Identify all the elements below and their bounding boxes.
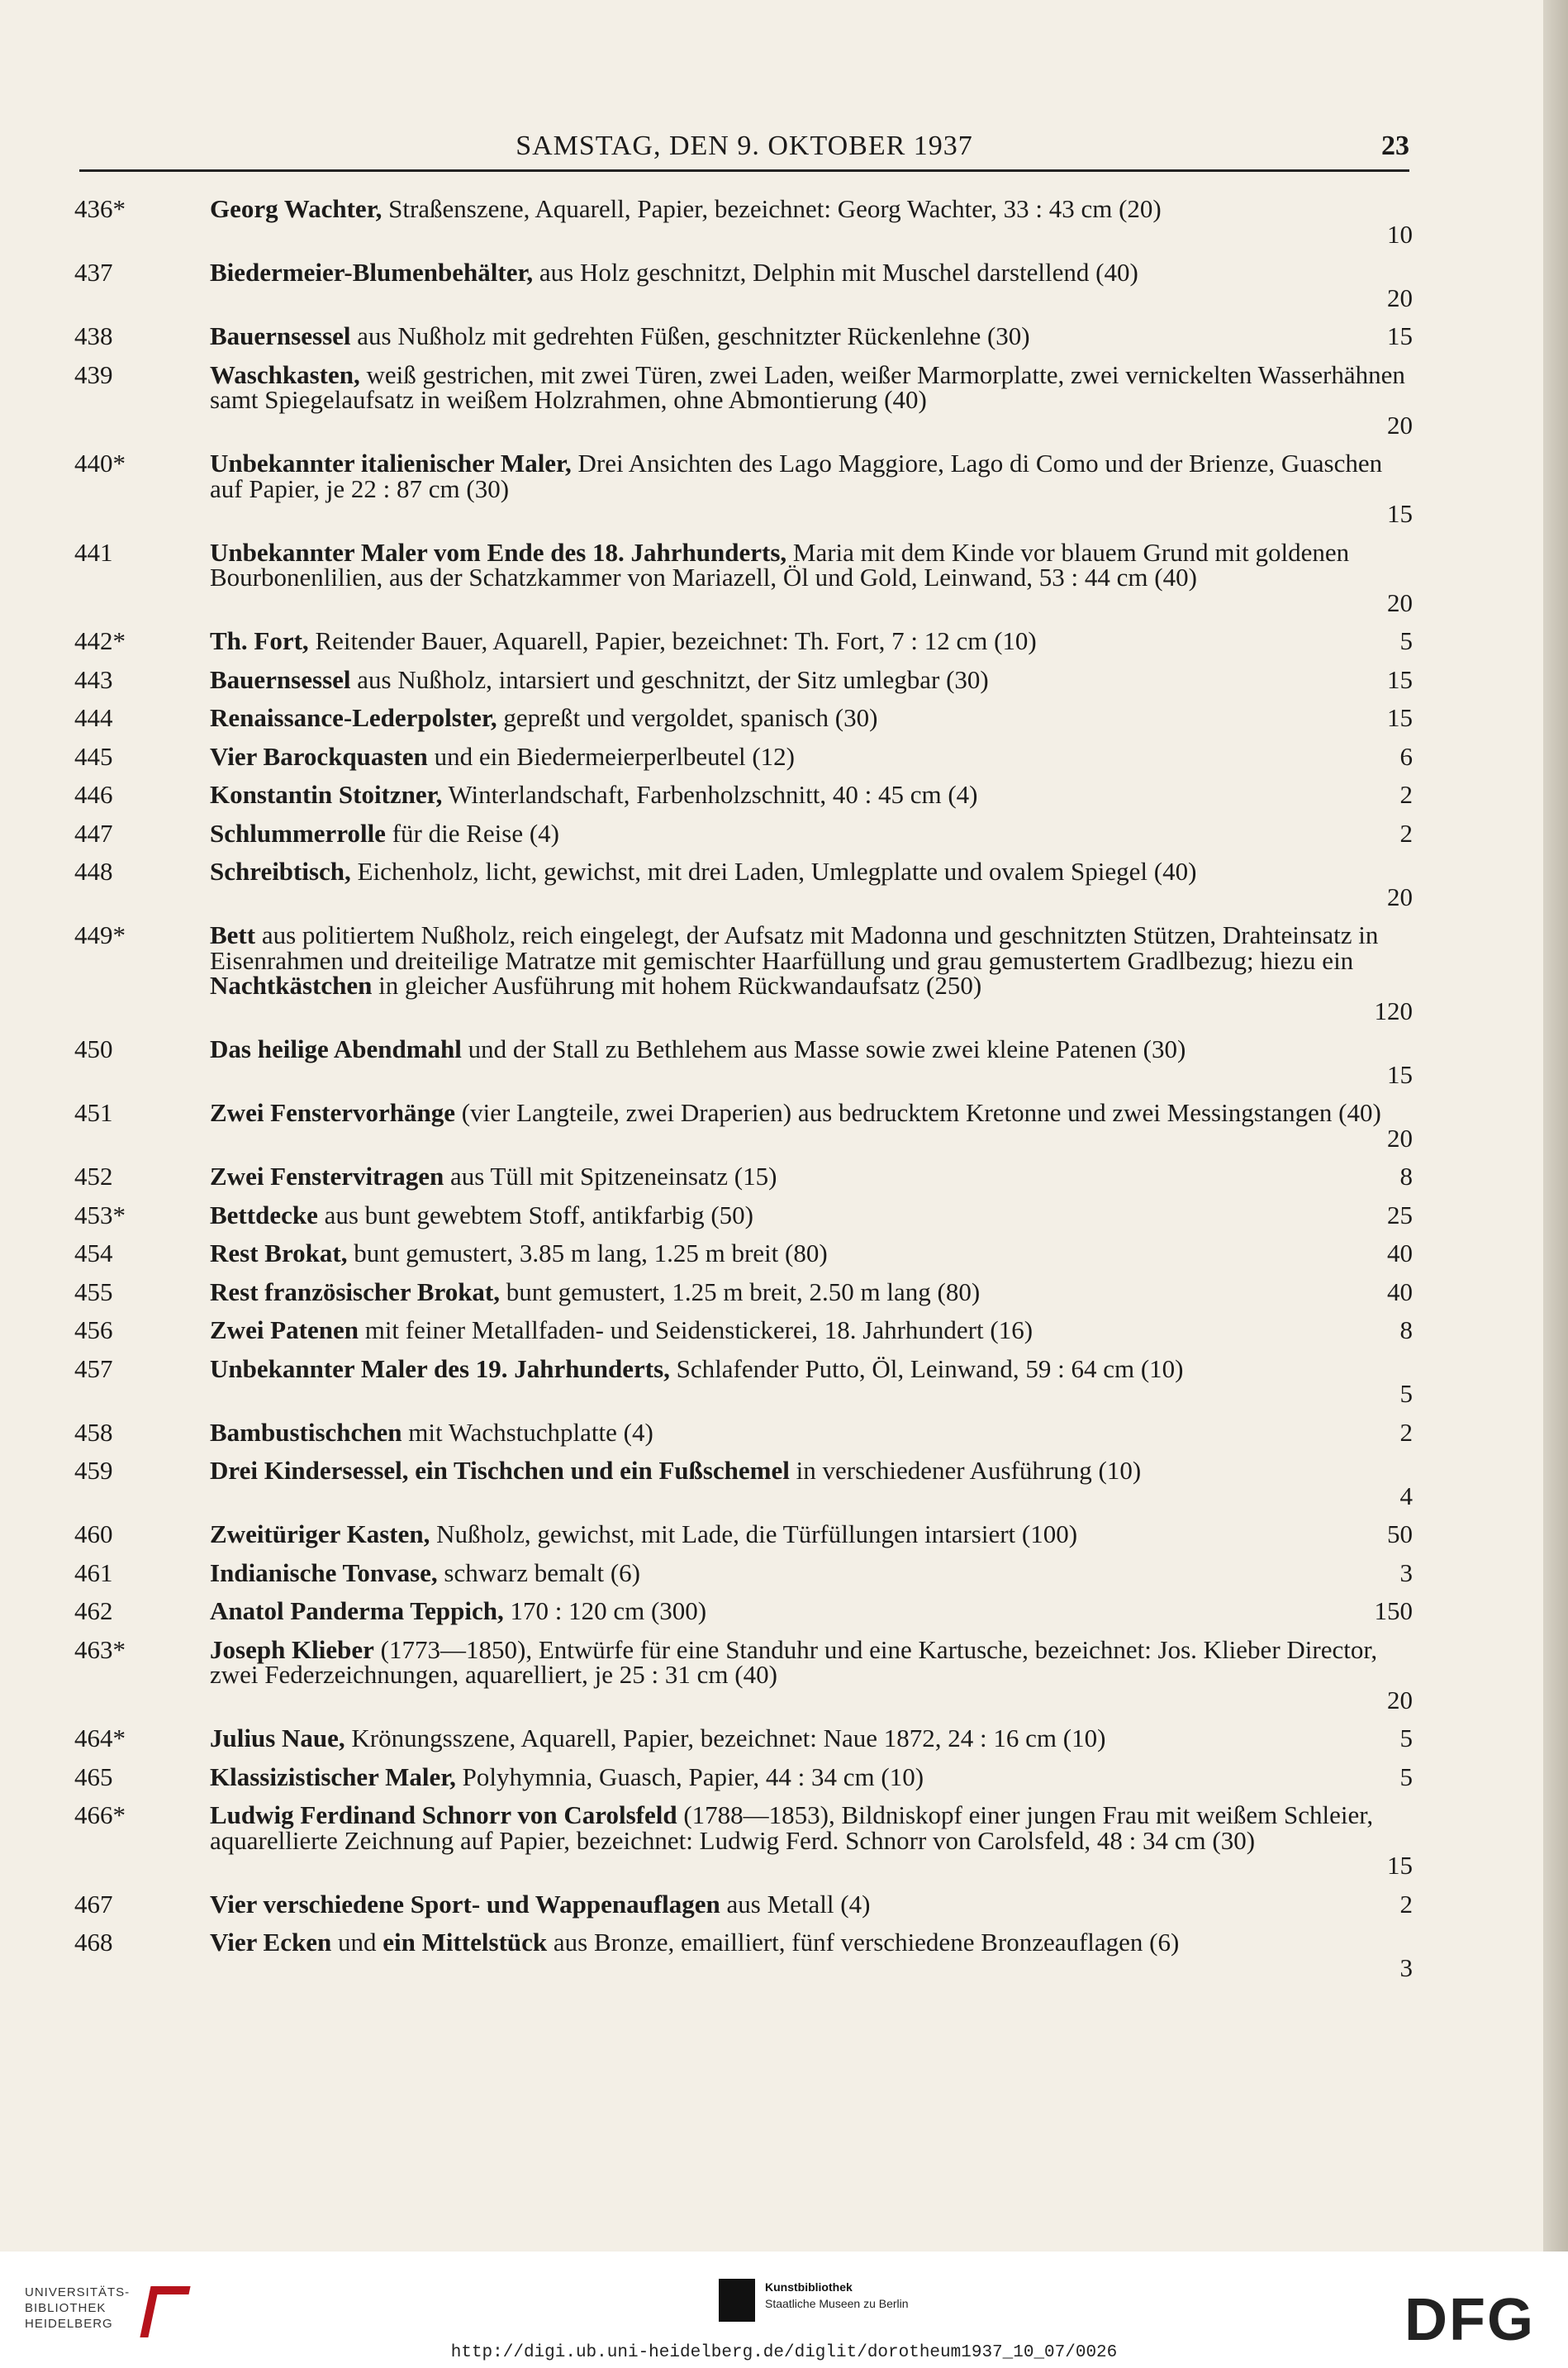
lot-number: 467 (74, 1889, 113, 1919)
catalog-entry (74, 1098, 1413, 1153)
lot-number: 443 (74, 664, 113, 694)
catalog-entry (74, 1353, 1413, 1408)
entry-heading: Georg Wachter, (210, 194, 382, 223)
entry-heading: Bett (210, 920, 256, 949)
entry-text: Polyhymnia, Guasch, Papier, 44 : 34 cm (10) (455, 1762, 924, 1791)
entry-text: aus bunt gewebtem Stoff, antikfarbig (50) (317, 1200, 754, 1229)
lot-number: 453* (74, 1200, 126, 1229)
lot-number: 464* (74, 1724, 126, 1752)
entry-text: bunt gemustert, 3.85 m lang, 1.25 m breit (80) (347, 1239, 828, 1267)
entry-price: 3 (1399, 1952, 1413, 1982)
lot-number: 455 (74, 1277, 113, 1306)
entry-text: für die Reise (4) (385, 818, 559, 848)
entry-description (210, 1596, 1413, 1625)
header-rule (79, 169, 1409, 172)
entry-price: 15 (1387, 321, 1413, 350)
catalog-entry (74, 1557, 1413, 1587)
entry-heading: Bettdecke (210, 1200, 318, 1229)
entry-text: in verschiedener Ausführung (10) (789, 1456, 1142, 1485)
lot-number: 463* (74, 1634, 126, 1664)
entry-price: 6 (1399, 741, 1413, 771)
entry-description (210, 703, 1413, 732)
entry-description (210, 664, 1413, 694)
catalog-entry (74, 1200, 1413, 1229)
entry-heading: Indianische Tonvase, (210, 1557, 438, 1587)
entry-description (210, 1930, 1413, 1956)
lot-number: 441 (74, 537, 113, 567)
entry-text: schwarz bemalt (6) (437, 1557, 640, 1587)
ub-line-1: UNIVERSITÄTS- (25, 2285, 131, 2299)
entry-heading: Vier Barockquasten (210, 741, 428, 771)
entry-text: Nußholz, gewichst, mit Lade, die Türfüllungen intarsiert (100) (430, 1519, 1078, 1548)
entry-heading: Das heilige Abendmahl (210, 1034, 462, 1063)
entry-price: 5 (1399, 1379, 1413, 1408)
catalog-entry (74, 703, 1413, 732)
entry-text: weiß gestrichen, mit zwei Türen, zwei Laden, weißer Marmorplatte, zwei vernickelten Wasserhähnen samt Spiegelaufsatz in weißem Holzrahmen, ohne Abmontierung (40) (210, 359, 1405, 414)
entry-description (210, 1634, 1413, 1689)
entry-heading: Unbekannter Maler des 19. Jahrhunderts, (210, 1353, 670, 1383)
entry-price: 25 (1387, 1200, 1413, 1229)
lot-number: 450 (74, 1034, 113, 1063)
lot-number: 439 (74, 359, 113, 389)
entry-heading: Rest Brokat, (210, 1239, 348, 1267)
entry-description (210, 1164, 1413, 1190)
catalog-entry (74, 1315, 1413, 1344)
entry-text: Reitender Bauer, Aquarell, Papier, bezeichnet: Th. Fort, 7 : 12 cm (10) (308, 626, 1037, 655)
lot-number: 457 (74, 1353, 113, 1383)
catalog-entry (74, 920, 1413, 1025)
catalog-entry (74, 782, 1413, 808)
entry-description (210, 741, 1413, 771)
entry-text: und ein Biedermeierperlbeutel (12) (427, 741, 795, 771)
entry-text: gepreßt und vergoldet, spanisch (30) (497, 703, 878, 732)
catalog-entry (74, 359, 1413, 440)
entry-price: 5 (1399, 626, 1413, 655)
ub-heidelberg-logo[interactable] (25, 2285, 198, 2342)
entry-text: mit feiner Metallfaden- und Seidenstickerei, 18. Jahrhundert (16) (358, 1315, 1033, 1344)
entry-heading: Unbekannter Maler vom Ende des 18. Jahrhunderts, (210, 537, 787, 567)
entry-heading: Joseph Klieber (210, 1634, 374, 1664)
entry-text: Maria mit dem Kinde vor blauem Grund mit goldenen Bourbonenlilien, aus der Schatzkammer von Mariazell, Öl und Gold, Leinwand, 53 : 44 cm (40) (210, 537, 1350, 592)
catalog-entry (74, 859, 1413, 910)
running-title: SAMSTAG, DEN 9. OKTOBER 1937 (516, 131, 973, 161)
entry-price: 40 (1387, 1239, 1413, 1267)
page-edge-shadow (1543, 0, 1568, 2252)
catalog-entry (74, 1277, 1413, 1306)
lot-number: 465 (74, 1762, 113, 1791)
catalog-entry (74, 1800, 1413, 1880)
kunstbibliothek-name: Kunstbibliothek (765, 2280, 853, 2294)
entry-description (210, 1200, 1413, 1229)
page-number: 23 (1381, 131, 1409, 161)
entry-price: 15 (1387, 664, 1413, 694)
catalog-entry (74, 1241, 1413, 1267)
entry-price: 15 (1387, 1059, 1413, 1089)
lot-number: 446 (74, 780, 113, 809)
entry-heading: Drei Kindersessel, ein Tischchen und ein Fußschemel (210, 1456, 790, 1485)
ub-line-3: HEIDELBERG (25, 2317, 113, 2331)
catalog-entry (74, 626, 1413, 655)
lot-number: 445 (74, 741, 113, 771)
entry-heading: Bauernsessel (210, 664, 351, 694)
entry-price: 5 (1399, 1724, 1413, 1752)
lot-number: 456 (74, 1315, 113, 1344)
entry-heading: Bauernsessel (210, 321, 351, 350)
catalog-entry (74, 1889, 1413, 1919)
running-head (79, 131, 1409, 174)
catalog-entry (74, 537, 1413, 617)
entry-description (210, 1889, 1413, 1919)
entry-price: 4 (1399, 1481, 1413, 1510)
entry-heading: Anatol Panderma Teppich, (210, 1596, 504, 1625)
lot-number: 461 (74, 1557, 113, 1587)
entry-heading: Unbekannter italienischer Maler, (210, 449, 572, 478)
entry-price: 2 (1399, 1889, 1413, 1919)
entry-price: 120 (1374, 996, 1413, 1025)
entry-description (210, 1800, 1413, 1855)
permalink-url[interactable]: http://digi.ub.uni-heidelberg.de/diglit/dorotheum1937_10_07/0026 (450, 2343, 1118, 2362)
entry-description (210, 1315, 1413, 1344)
entry-price: 20 (1387, 587, 1413, 617)
entry-heading: Renaissance-Lederpolster, (210, 703, 497, 732)
entry-heading: Konstantin Stoitzner, (210, 780, 443, 809)
catalog-entry (74, 260, 1413, 311)
lot-number: 452 (74, 1162, 113, 1191)
catalog-entry (74, 194, 1413, 249)
entry-text: Eichenholz, licht, gewichst, mit drei Laden, Umlegplatte und ovalem Spiegel (40) (350, 857, 1197, 886)
entry-heading: Vier verschiedene Sport- und Wappenauflagen (210, 1889, 720, 1919)
entry-text: Drei Ansichten des Lago Maggiore, Lago di Como und der Brienze, Guaschen auf Papier, je 22 : 87 cm (30) (210, 449, 1383, 503)
entry-heading: Klassizistischer Maler, (210, 1762, 456, 1791)
lot-number: 436* (74, 194, 126, 223)
catalog-entry (74, 1634, 1413, 1714)
entry-text: (vier Langteile, zwei Draperien) aus bedrucktem Kretonne und zwei Messingstangen (40) (455, 1098, 1381, 1127)
entry-description (210, 1098, 1413, 1127)
entry-price: 8 (1399, 1162, 1413, 1191)
catalog-entry (74, 1596, 1413, 1625)
entry-heading: Waschkasten, (210, 359, 360, 389)
entry-description (210, 782, 1413, 808)
entry-text: aus politiertem Nußholz, reich eingelegt, der Aufsatz mit Madonna und geschnitzten Stützen, Drahteinsatz in Eisenrahmen und dreiteilige Matratze mit gemischter Haarfüllung und grau gemustertem Gradlbezug; hiezu ein (210, 920, 1379, 975)
lot-number: 462 (74, 1596, 113, 1625)
lot-number: 444 (74, 703, 113, 732)
entry-text: bunt gemustert, 1.25 m breit, 2.50 m lang (80) (500, 1277, 981, 1306)
entry-price: 150 (1374, 1596, 1413, 1625)
catalog-entry (74, 1726, 1413, 1752)
catalog-entry (74, 1930, 1413, 1980)
lot-number: 466* (74, 1800, 126, 1829)
entry-description (210, 859, 1413, 885)
entry-text: aus Holz geschnitzt, Delphin mit Muschel darstellend (40) (533, 258, 1138, 287)
entry-price: 50 (1387, 1519, 1413, 1548)
catalog-entry (74, 1417, 1413, 1447)
entry-text: aus Nußholz, intarsiert und geschnitzt, der Sitz umlegbar (30) (350, 664, 989, 694)
catalog-entry (74, 1034, 1413, 1089)
entry-description (210, 260, 1413, 286)
entry-heading: Biedermeier-Blumenbehälter, (210, 258, 534, 287)
entry-description (210, 194, 1413, 223)
entry-price: 8 (1399, 1315, 1413, 1344)
entry-text-continued: in gleicher Ausführung mit hohem Rückwandaufsatz (250) (372, 971, 982, 1000)
entry-heading: Ludwig Ferdinand Schnorr von Carolsfeld (210, 1800, 677, 1829)
entry-text: mit Wachstuchplatte (4) (402, 1417, 653, 1447)
entry-price: 15 (1387, 1851, 1413, 1880)
catalog-entry (74, 741, 1413, 771)
entry-text-continued: aus Bronze, emailliert, fünf verschiedene Bronzeauflagen (6) (547, 1928, 1180, 1957)
lot-number: 458 (74, 1417, 113, 1447)
catalog-entry (74, 1762, 1413, 1791)
entry-description (210, 1557, 1413, 1587)
entry-price: 20 (1387, 1123, 1413, 1153)
entry-description (210, 359, 1413, 414)
entry-heading: Zweitüriger Kasten, (210, 1519, 430, 1548)
lot-number: 437 (74, 258, 113, 287)
entry-description (210, 1458, 1413, 1484)
entry-description (210, 1034, 1413, 1063)
entry-text: (1788—1853), Bildniskopf einer jungen Frau mit weißem Schleier, aquarellierte Zeichnung auf Papier, bezeichnet: Ludwig Ferd. Schnorr von Carolsfeld, 48 : 34 cm (30) (210, 1800, 1374, 1855)
entry-description (210, 626, 1413, 655)
entry-description (210, 818, 1413, 848)
dfg-logo[interactable]: DFG (1404, 2287, 1535, 2353)
entry-price: 20 (1387, 882, 1413, 911)
entry-text: Straßenszene, Aquarell, Papier, bezeichnet: Georg Wachter, 33 : 43 cm (20) (382, 194, 1162, 223)
entry-description (210, 321, 1413, 350)
entry-text: Schlafender Putto, Öl, Leinwand, 59 : 64 cm (10) (669, 1353, 1184, 1383)
catalog-entry (74, 321, 1413, 350)
entry-price: 40 (1387, 1277, 1413, 1306)
entry-heading: Schlummerrolle (210, 818, 386, 848)
entry-heading-secondary: Nachtkästchen (210, 971, 373, 1000)
lot-number: 447 (74, 818, 113, 848)
entry-price: 10 (1387, 219, 1413, 249)
entry-description (210, 1726, 1413, 1752)
entry-text: aus Metall (4) (720, 1889, 871, 1919)
entry-price: 3 (1399, 1557, 1413, 1587)
kunstbibliothek-subtitle: Staatliche Museen zu Berlin (765, 2297, 909, 2310)
entry-description (210, 1277, 1413, 1306)
entry-price: 2 (1399, 1417, 1413, 1447)
kunstbibliothek-logo[interactable] (719, 2279, 950, 2337)
lot-number: 448 (74, 857, 113, 886)
catalog-entry (74, 1519, 1413, 1548)
entry-price: 20 (1387, 410, 1413, 440)
entry-price: 20 (1387, 283, 1413, 312)
entry-heading: Zwei Fenstervitragen (210, 1162, 444, 1191)
lot-number: 442* (74, 626, 126, 655)
entry-heading: Zwei Patenen (210, 1315, 359, 1344)
lot-number: 468 (74, 1928, 113, 1957)
ub-heidelberg-text (25, 2285, 140, 2332)
entry-price: 20 (1387, 1685, 1413, 1714)
entry-heading: Schreibtisch, (210, 857, 351, 886)
entry-text: aus Nußholz mit gedrehten Füßen, geschnitzter Rückenlehne (30) (350, 321, 1030, 350)
lot-number: 459 (74, 1456, 113, 1485)
ub-line-2: BIBLIOTHEK (25, 2301, 107, 2315)
catalog-entry (74, 1164, 1413, 1190)
kunstbibliothek-mark-icon (719, 2279, 755, 2322)
entry-description (210, 537, 1413, 592)
entry-price: 2 (1399, 780, 1413, 809)
entry-description (210, 1519, 1413, 1548)
entry-heading: Th. Fort, (210, 626, 309, 655)
entry-heading: Bambustischchen (210, 1417, 402, 1447)
entry-heading: Julius Naue, (210, 1724, 345, 1752)
catalog-entry (74, 1458, 1413, 1509)
entry-text: aus Tüll mit Spitzeneinsatz (15) (444, 1162, 777, 1191)
entry-description (210, 451, 1413, 502)
entry-text: und (331, 1928, 383, 1957)
entry-price: 15 (1387, 499, 1413, 528)
entry-description (210, 920, 1413, 1000)
lot-number: 460 (74, 1519, 113, 1548)
viewer-footer (0, 2252, 1568, 2368)
catalog-entry (74, 451, 1413, 527)
entry-description (210, 1762, 1413, 1791)
entry-text: Krönungsszene, Aquarell, Papier, bezeichnet: Naue 1872, 24 : 16 cm (10) (344, 1724, 1106, 1752)
catalog-entries (74, 194, 1413, 1994)
ub-heidelberg-mark-icon (140, 2286, 190, 2337)
lot-number: 451 (74, 1098, 113, 1127)
entry-price: 5 (1399, 1762, 1413, 1791)
entry-description (210, 1353, 1413, 1383)
entry-text: und der Stall zu Bethlehem aus Masse sowie zwei kleine Patenen (30) (461, 1034, 1186, 1063)
entry-heading-secondary: ein Mittelstück (382, 1928, 548, 1957)
catalog-entry (74, 664, 1413, 694)
lot-number: 454 (74, 1239, 113, 1267)
lot-number: 438 (74, 321, 113, 350)
entry-text: 170 : 120 cm (300) (503, 1596, 707, 1625)
entry-heading: Vier Ecken (210, 1928, 332, 1957)
entry-description (210, 1417, 1413, 1447)
catalog-entry (74, 818, 1413, 848)
entry-text: (1773—1850), Entwürfe für eine Standuhr und eine Kartusche, bezeichnet: Jos. Klieber Director, zwei Federzeichnungen, aquarelliert, je 25 : 31 cm (40) (210, 1634, 1378, 1689)
lot-number: 440* (74, 449, 126, 478)
entry-price: 2 (1399, 818, 1413, 848)
lot-number: 449* (74, 920, 126, 949)
entry-text: Winterlandschaft, Farbenholzschnitt, 40 : 45 cm (4) (442, 780, 978, 809)
entry-heading: Rest französischer Brokat, (210, 1277, 501, 1306)
entry-price: 15 (1387, 703, 1413, 732)
entry-description (210, 1241, 1413, 1267)
entry-heading: Zwei Fenstervorhänge (210, 1098, 456, 1127)
